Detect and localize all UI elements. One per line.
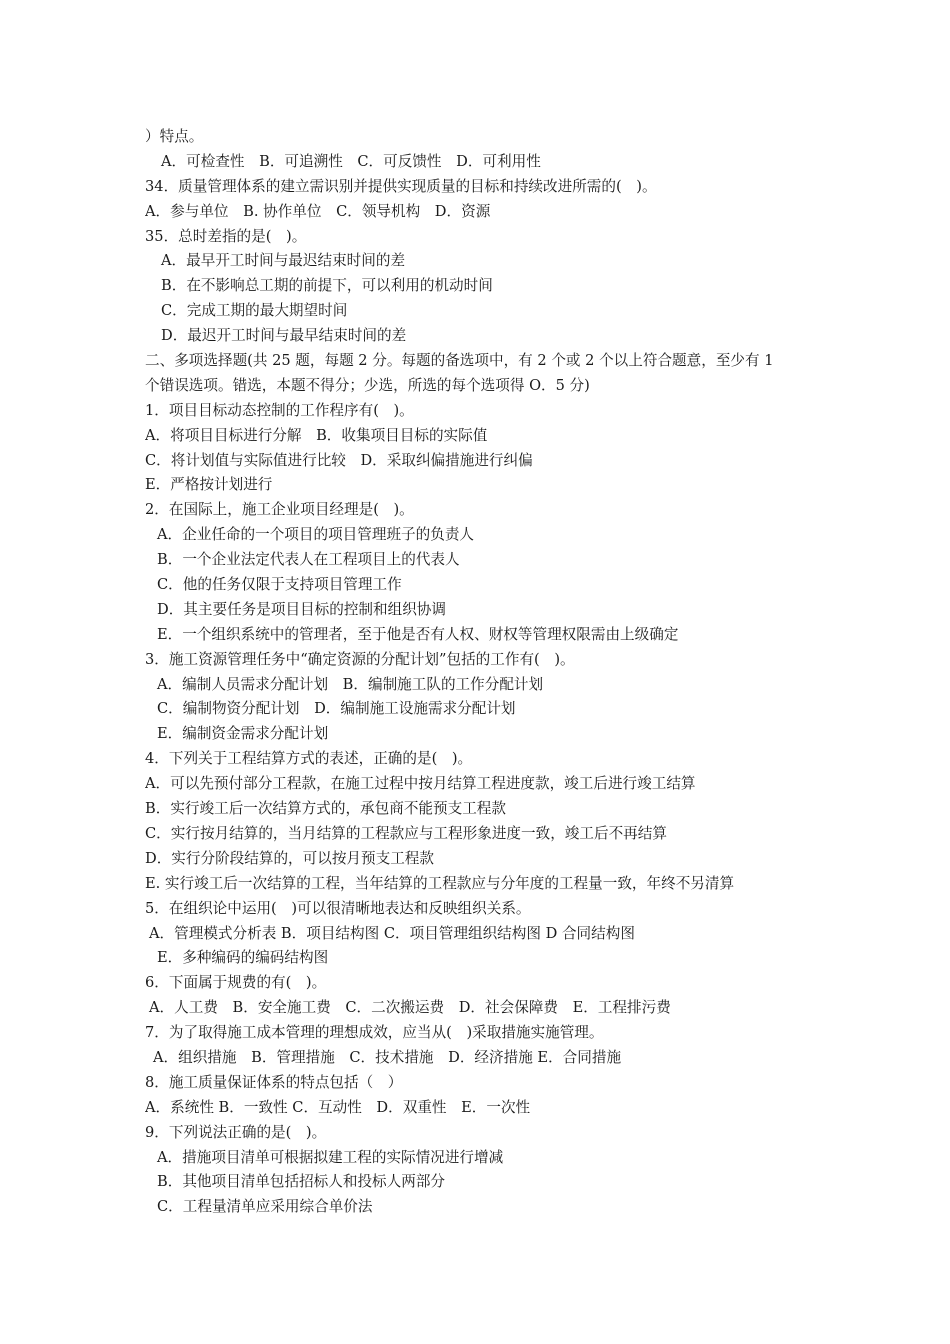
text-line: A．管理模式分析表 B．项目结构图 C．项目管理组织结构图 D 合同结构图 [149, 924, 635, 942]
text-line: A．企业任命的一个项目的项目管理班子的负责人 [157, 526, 475, 544]
text-line: 4．下列关于工程结算方式的表述，正确的是( )。 [145, 750, 473, 768]
text-line: 35．总时差指的是( )。 [145, 227, 307, 245]
text-line: 7．为了取得施工成本管理的理想成效，应当从( )采取措施实施管理。 [145, 1024, 604, 1042]
text-line: A．可检查性 B．可追溯性 C．可反馈性 D．可利用性 [161, 152, 541, 170]
text-line: 34．质量管理体系的建立需识别并提供实现质量的目标和持续改进所需的( )。 [145, 177, 657, 195]
text-line: 5．在组织论中运用( )可以很清晰地表达和反映组织关系。 [145, 899, 531, 917]
text-line: D．最迟开工时间与最早结束时间的差 [161, 327, 407, 345]
text-line: E．一个组织系统中的管理者，至于他是否有人权、财权等管理权限需由上级确定 [157, 625, 679, 643]
text-line: C．完成工期的最大期望时间 [161, 302, 348, 320]
document-body [145, 125, 810, 1220]
text-line: 6．下面属于规费的有( )。 [145, 974, 327, 992]
text-line: B．实行竣工后一次结算方式的，承包商不能预支工程款 [145, 800, 506, 818]
text-line: A．措施项目清单可根据拟建工程的实际情况进行增减 [157, 1148, 504, 1166]
text-line: 个错误选项。错选，本题不得分；少选，所选的每个选项得 O．5 分) [145, 376, 590, 394]
text-line: 8．施工质量保证体系的特点包括（ ） [145, 1073, 403, 1091]
text-line: A．将项目目标进行分解 B．收集项目目标的实际值 [145, 426, 488, 444]
text-line: E．编制资金需求分配计划 [157, 725, 329, 743]
text-line: A．最早开工时间与最迟结束时间的差 [161, 252, 406, 270]
text-line: 9．下列说法正确的是( )。 [145, 1123, 327, 1141]
text-line: A．编制人员需求分配计划 B．编制施工队的工作分配计划 [157, 675, 544, 693]
text-line: A．组织措施 B．管理措施 C．技术措施 D．经济措施 E．合同措施 [153, 1048, 622, 1066]
text-line: D．实行分阶段结算的，可以按月预支工程款 [145, 849, 434, 867]
text-line: C．他的任务仅限于支持项目管理工作 [157, 576, 402, 594]
text-line: C．工程量清单应采用综合单价法 [157, 1198, 373, 1216]
text-line: 1．项目目标动态控制的工作程序有( )。 [145, 401, 414, 419]
text-line: 3．施工资源管理任务中“确定资源的分配计划”包括的工作有( )。 [145, 650, 575, 668]
text-line: C．将计划值与实际值进行比较 D．采取纠偏措施进行纠偏 [145, 451, 533, 469]
text-line: ）特点。 [145, 128, 204, 145]
text-line: A．系统性 B．一致性 C．互动性 D．双重性 E．一次性 [145, 1098, 531, 1116]
text-line: C．编制物资分配计划 D．编制施工设施需求分配计划 [157, 700, 516, 718]
text-line: E．严格按计划进行 [145, 476, 273, 494]
text-line: A．人工费 B．安全施工费 C．二次搬运费 D．社会保障费 E．工程排污费 [149, 999, 671, 1017]
text-line: E. 实行竣工后一次结算的工程，当年结算的工程款应与分年度的工程量一致，年终不另清算 [145, 874, 735, 892]
text-line: B．一个企业法定代表人在工程项目上的代表人 [157, 551, 460, 569]
text-line: B．其他项目清单包括招标人和投标人两部分 [157, 1173, 446, 1191]
text-line: A．可以先预付部分工程款，在施工过程中按月结算工程进度款，竣工后进行竣工结算 [145, 775, 696, 793]
text-line: 二、多项选择题(共 25 题，每题 2 分。每题的备选项中，有 2 个或 2 个以上符合题意，至少有 1 [145, 352, 774, 370]
text-line: 2．在国际上，施工企业项目经理是( )。 [145, 501, 414, 519]
text-line: D．其主要任务是项目目标的控制和组织协调 [157, 600, 446, 618]
text-line: B．在不影响总工期的前提下，可以利用的机动时间 [161, 277, 493, 295]
text-line: E．多种编码的编码结构图 [157, 949, 329, 967]
text-line: A．参与单位 B. 协作单位 C．领导机构 D．资源 [145, 202, 491, 220]
text-line: C．实行按月结算的，当月结算的工程款应与工程形象进度一致，竣工后不再结算 [145, 824, 667, 842]
